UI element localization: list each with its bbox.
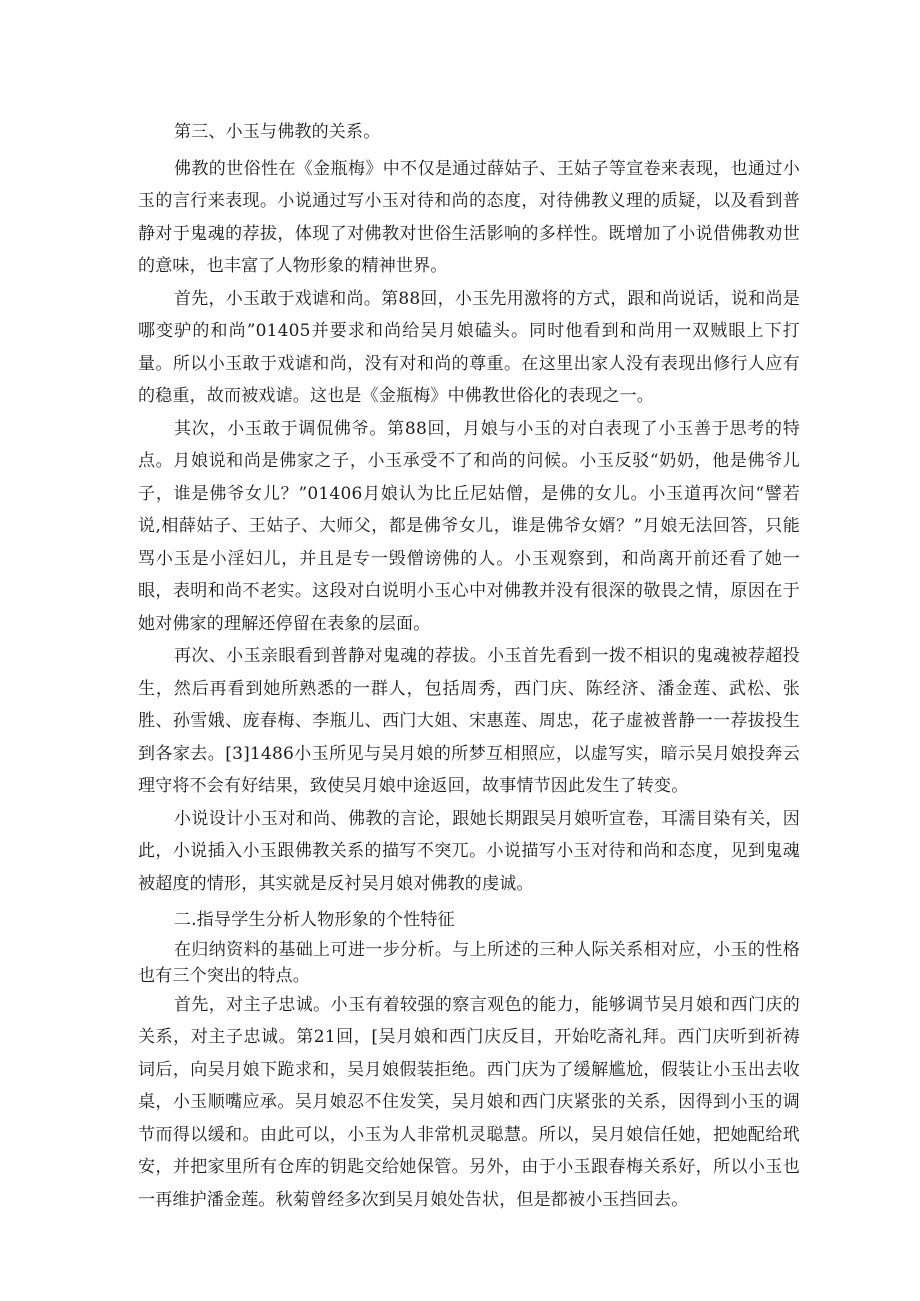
paragraph-soul-salvation: 再次、小玉亲眼看到普静对鬼魂的荐拔。小玉首先看到一拨不相识的鬼魂被荐超投生，然后再看到她所熟悉的一群人，包括周秀，西门庆、陈经济、潘金莲、武松、张胜、孙雪娥、庞春梅、李瓶儿、西门大姐、宋惠莲、周忠，花子虚被普静一一荐拔投生到各家去。[3]1486小玉所见与吴月娘的所梦互相照应，以虚写实，暗示吴月娘投奔云理守将不会有好结果，致使吴月娘中途返回，故事情节因此发生了转变。 <box>138 646 800 796</box>
paragraph-loyalty: 首先，对主子忠诚。小玉有着较强的察言观色的能力，能够调节吴月娘和西门庆的关系，对主子忠诚。第21回，[吴月娘和西门庆反目，开始吃斋礼拜。西门庆听到祈祷词后，向吴月娘下跪求和，吴月娘假装拒绝。西门庆为了缓解尴尬，假装让小玉出去收桌，小玉顺嘴应承。吴月娘忍不住发笑，吴月娘和西门庆紧张的关系，因得到小玉的调节而得以缓和。由此可以，小玉为人非常机灵聪慧。所以，吴月娘信任她，把她配给玳安，并把家里所有仓库的钥匙交给她保管。另外，由于小玉跟春梅关系好，所以小玉也一再维护潘金莲。秋菊曾经多次到吴月娘处告状，但是都被小玉挡回去。 <box>138 994 800 1210</box>
paragraph-mocking-buddha: 其次，小玉敢于调侃佛爷。第88回，月娘与小玉的对白表现了小玉善于思考的特点。月娘说和尚是佛家之子，小玉承受不了和尚的问候。小玉反驳“奶奶，他是佛爷儿子，谁是佛爷女儿？”01406月娘认为比丘尼姑僧，是佛的女儿。小玉道再次问“譬若说,相薛姑子、王姑子、大师父，都是佛爷女儿，谁是佛爷女婿？”月娘无法回答，只能骂小玉是小淫妇儿，并且是专一毁僧谤佛的人。小玉观察到，和尚离开前还看了她一眼，表明和尚不老实。这段对白说明小玉心中对佛教并没有很深的敬畏之情，原因在于她对佛家的理解还停留在表象的层面。 <box>138 418 800 634</box>
document-body <box>138 116 800 1216</box>
paragraph-summary: 小说设计小玉对和尚、佛教的言论，跟她长期跟吴月娘听宣卷，耳濡目染有关，因此，小说插入小玉跟佛教关系的描写不突兀。小说描写小玉对待和尚和态度，见到鬼魂被超度的情形，其实就是反衬吴月娘对佛教的虔诚。 <box>138 808 800 894</box>
paragraph-analysis-intro: 在归纳资料的基础上可进一步分析。与上所述的三种人际关系相对应，小玉的性格也有三个突出的特点。 <box>138 939 800 986</box>
section-heading-buddhism: 第三、小玉与佛教的关系。 <box>174 122 381 142</box>
paragraph-secularity: 佛教的世俗性在《金瓶梅》中不仅是通过薛姑子、王姑子等宣卷来表现，也通过小玉的言行来表现。小说通过写小玉对待和尚的态度，对待佛教义理的质疑，以及看到普静对于鬼魂的荐拔，体现了对佛教对世俗生活影响的多样性。既增加了小说借佛教劝世的意味，也丰富了人物形象的精神世界。 <box>138 158 800 276</box>
paragraph-teasing-monk: 首先，小玉敢于戏谑和尚。第88回，小玉先用激将的方式，跟和尚说话，说和尚是哪变驴的和尚”01405并要求和尚给吴月娘磕头。同时他看到和尚用一双贼眼上下打量。所以小玉敢于戏谑和尚，没有对和尚的尊重。在这里出家人没有表现出修行人应有的稳重，故而被戏谑。这也是《金瓶梅》中佛教世俗化的表现之一。 <box>138 288 800 406</box>
section-heading-character-traits: 二.指导学生分析人物形象的个性特征 <box>174 910 455 930</box>
